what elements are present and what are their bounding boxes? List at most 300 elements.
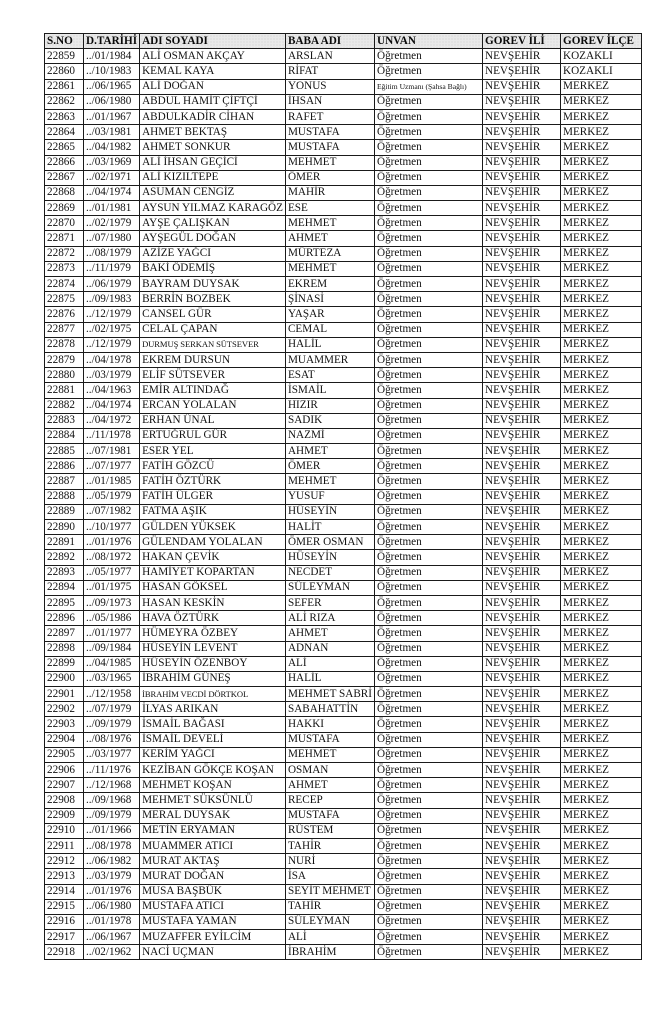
cell-duty-province: NEVŞEHİR [483,838,561,853]
cell-title: Öğretmen [375,687,483,702]
cell-sno: 22864 [45,125,84,140]
cell-duty-province: NEVŞEHİR [483,823,561,838]
cell-full-name: HASAN KESKİN [140,595,286,610]
cell-father-name: NAZMİ [285,428,374,443]
cell-title: Öğretmen [375,611,483,626]
cell-sno: 22867 [45,170,84,185]
cell-father-name: ŞİNASİ [285,292,374,307]
cell-sno: 22881 [45,383,84,398]
cell-full-name: FATİH ÜLGER [140,489,286,504]
cell-title: Öğretmen [375,550,483,565]
cell-title: Öğretmen [375,945,483,960]
cell-duty-district: MERKEZ [561,170,642,185]
cell-title: Öğretmen [375,246,483,261]
cell-duty-province: NEVŞEHİR [483,292,561,307]
cell-father-name: HIZIR [285,398,374,413]
cell-father-name: ALİ [285,930,374,945]
table-row [45,778,642,793]
cell-duty-district: MERKEZ [561,747,642,762]
table-row [45,49,642,64]
cell-father-name: MEHMET [285,474,374,489]
cell-duty-district: MERKEZ [561,945,642,960]
cell-sno: 22875 [45,292,84,307]
cell-duty-province: NEVŞEHİR [483,231,561,246]
table-row [45,869,642,884]
cell-duty-district: MERKEZ [561,489,642,504]
cell-birth-date: ../06/1979 [84,277,140,292]
cell-birth-date: ../10/1983 [84,64,140,79]
cell-duty-district: MERKEZ [561,550,642,565]
cell-birth-date: ../02/1962 [84,945,140,960]
cell-full-name: EMİR ALTINDAĞ [140,383,286,398]
cell-duty-province: NEVŞEHİR [483,444,561,459]
cell-father-name: ÖMER OSMAN [285,535,374,550]
cell-father-name: ESAT [285,368,374,383]
cell-title: Eğitim Uzmanı (Şahsa Bağlı) [375,79,483,94]
cell-sno: 22897 [45,626,84,641]
cell-sno: 22878 [45,337,84,352]
cell-title: Öğretmen [375,459,483,474]
cell-title: Öğretmen [375,337,483,352]
cell-title: Öğretmen [375,201,483,216]
cell-birth-date: ../06/1980 [84,899,140,914]
cell-title: Öğretmen [375,717,483,732]
cell-father-name: SÜLEYMAN [285,580,374,595]
cell-duty-district: MERKEZ [561,838,642,853]
cell-full-name: MERAL DUYSAK [140,808,286,823]
cell-title: Öğretmen [375,185,483,200]
cell-birth-date: ../12/1979 [84,307,140,322]
cell-father-name: HÜSEYİN [285,504,374,519]
cell-title: Öğretmen [375,702,483,717]
cell-duty-province: NEVŞEHİR [483,945,561,960]
cell-duty-province: NEVŞEHİR [483,793,561,808]
cell-birth-date: ../01/1985 [84,474,140,489]
cell-father-name: HALİL [285,671,374,686]
cell-title: Öğretmen [375,428,483,443]
cell-sno: 22894 [45,580,84,595]
table-row [45,595,642,610]
cell-duty-district: MERKEZ [561,216,642,231]
cell-duty-province: NEVŞEHİR [483,459,561,474]
table-row [45,474,642,489]
cell-father-name: HALİT [285,520,374,535]
cell-full-name: KERİM YAĞCI [140,747,286,762]
table-row [45,641,642,656]
cell-duty-district: MERKEZ [561,474,642,489]
cell-father-name: ARSLAN [285,49,374,64]
table-row [45,398,642,413]
table-row [45,307,642,322]
cell-birth-date: ../01/1967 [84,109,140,124]
table-row [45,611,642,626]
cell-duty-province: NEVŞEHİR [483,854,561,869]
cell-sno: 22898 [45,641,84,656]
cell-duty-province: NEVŞEHİR [483,337,561,352]
cell-full-name: AYSUN YILMAZ KARAGÖZ [140,201,286,216]
cell-duty-province: NEVŞEHİR [483,884,561,899]
cell-duty-province: NEVŞEHİR [483,368,561,383]
table-row [45,368,642,383]
cell-title: Öğretmen [375,216,483,231]
table-row [45,459,642,474]
cell-duty-district: MERKEZ [561,140,642,155]
cell-father-name: SADIK [285,413,374,428]
cell-duty-province: NEVŞEHİR [483,595,561,610]
cell-duty-province: NEVŞEHİR [483,201,561,216]
cell-father-name: AHMET [285,231,374,246]
cell-full-name: ALİ İHSAN GEÇİCİ [140,155,286,170]
cell-duty-district: MERKEZ [561,155,642,170]
cell-duty-district: MERKEZ [561,322,642,337]
cell-duty-district: MERKEZ [561,352,642,367]
table-row [45,884,642,899]
table-row [45,535,642,550]
cell-duty-district: MERKEZ [561,261,642,276]
table-row [45,732,642,747]
cell-duty-province: NEVŞEHİR [483,565,561,580]
cell-birth-date: ../01/1978 [84,914,140,929]
cell-duty-district: MERKEZ [561,565,642,580]
table-row [45,231,642,246]
cell-full-name: ESER YEL [140,444,286,459]
cell-father-name: TAHİR [285,899,374,914]
cell-duty-province: NEVŞEHİR [483,383,561,398]
cell-father-name: SEFER [285,595,374,610]
cell-sno: 22892 [45,550,84,565]
cell-full-name: MUSTAFA YAMAN [140,914,286,929]
cell-sno: 22877 [45,322,84,337]
table-row [45,337,642,352]
cell-title: Öğretmen [375,565,483,580]
cell-duty-district: MERKEZ [561,292,642,307]
cell-sno: 22903 [45,717,84,732]
cell-duty-district: MERKEZ [561,626,642,641]
cell-full-name: EKREM DURSUN [140,352,286,367]
cell-title: Öğretmen [375,231,483,246]
cell-duty-district: MERKEZ [561,854,642,869]
table-row [45,428,642,443]
cell-full-name: BAKİ ÖDEMİŞ [140,261,286,276]
cell-title: Öğretmen [375,140,483,155]
cell-full-name: DURMUŞ SERKAN SÜTSEVER [140,337,286,352]
cell-title: Öğretmen [375,930,483,945]
cell-sno: 22882 [45,398,84,413]
cell-birth-date: ../09/1979 [84,808,140,823]
cell-duty-province: NEVŞEHİR [483,535,561,550]
cell-birth-date: ../06/1967 [84,930,140,945]
table-row [45,930,642,945]
cell-birth-date: ../01/1975 [84,580,140,595]
cell-sno: 22904 [45,732,84,747]
cell-birth-date: ../07/1981 [84,444,140,459]
cell-duty-province: NEVŞEHİR [483,489,561,504]
table-row [45,383,642,398]
cell-birth-date: ../03/1979 [84,869,140,884]
cell-title: Öğretmen [375,261,483,276]
cell-title: Öğretmen [375,763,483,778]
cell-full-name: AYŞE ÇALIŞKAN [140,216,286,231]
cell-title: Öğretmen [375,671,483,686]
header-full-name: ADI SOYADI [140,34,286,49]
cell-duty-province: NEVŞEHİR [483,899,561,914]
cell-title: Öğretmen [375,747,483,762]
cell-sno: 22871 [45,231,84,246]
table-row [45,580,642,595]
cell-duty-province: NEVŞEHİR [483,717,561,732]
cell-duty-province: NEVŞEHİR [483,914,561,929]
cell-birth-date: ../03/1965 [84,671,140,686]
cell-sno: 22865 [45,140,84,155]
cell-father-name: İSMAİL [285,383,374,398]
cell-duty-province: NEVŞEHİR [483,550,561,565]
cell-full-name: MUSA BAŞBÜK [140,884,286,899]
cell-father-name: ALİ [285,656,374,671]
cell-sno: 22902 [45,702,84,717]
cell-birth-date: ../01/1981 [84,201,140,216]
cell-title: Öğretmen [375,520,483,535]
cell-birth-date: ../04/1974 [84,398,140,413]
cell-duty-district: MERKEZ [561,671,642,686]
cell-title: Öğretmen [375,292,483,307]
cell-title: Öğretmen [375,504,483,519]
cell-sno: 22901 [45,687,84,702]
cell-birth-date: ../05/1979 [84,489,140,504]
cell-birth-date: ../12/1979 [84,337,140,352]
cell-birth-date: ../10/1977 [84,520,140,535]
cell-birth-date: ../03/1969 [84,155,140,170]
cell-father-name: ÖMER [285,459,374,474]
cell-duty-district: MERKEZ [561,428,642,443]
cell-sno: 22888 [45,489,84,504]
cell-full-name: HAKAN ÇEVİK [140,550,286,565]
cell-duty-district: MERKEZ [561,641,642,656]
cell-birth-date: ../05/1977 [84,565,140,580]
cell-duty-district: MERKEZ [561,277,642,292]
table-row [45,520,642,535]
table-row [45,125,642,140]
cell-sno: 22914 [45,884,84,899]
cell-duty-district: MERKEZ [561,717,642,732]
cell-sno: 22893 [45,565,84,580]
personnel-table [44,33,642,960]
table-row [45,170,642,185]
header-duty-province: GOREV İLİ [483,34,561,49]
cell-title: Öğretmen [375,793,483,808]
cell-title: Öğretmen [375,322,483,337]
cell-title: Öğretmen [375,580,483,595]
cell-full-name: AHMET BEKTAŞ [140,125,286,140]
cell-father-name: EKREM [285,277,374,292]
cell-sno: 22907 [45,778,84,793]
cell-father-name: HAKKI [285,717,374,732]
cell-father-name: İBRAHİM [285,945,374,960]
cell-father-name: AHMET [285,444,374,459]
cell-full-name: BAYRAM DUYSAK [140,277,286,292]
cell-duty-province: NEVŞEHİR [483,307,561,322]
cell-title: Öğretmen [375,626,483,641]
cell-duty-district: MERKEZ [561,808,642,823]
cell-duty-province: NEVŞEHİR [483,687,561,702]
cell-birth-date: ../07/1977 [84,459,140,474]
cell-sno: 22910 [45,823,84,838]
cell-full-name: ALİ OSMAN AKÇAY [140,49,286,64]
cell-sno: 22872 [45,246,84,261]
cell-title: Öğretmen [375,778,483,793]
cell-father-name: NURİ [285,854,374,869]
table-row [45,79,642,94]
cell-duty-district: MERKEZ [561,368,642,383]
cell-full-name: HASAN GÖKSEL [140,580,286,595]
table-row [45,444,642,459]
cell-father-name: RECEP [285,793,374,808]
cell-full-name: FATİH ÖZTÜRK [140,474,286,489]
cell-title: Öğretmen [375,823,483,838]
cell-birth-date: ../05/1986 [84,611,140,626]
cell-duty-district: MERKEZ [561,246,642,261]
cell-sno: 22909 [45,808,84,823]
cell-duty-province: NEVŞEHİR [483,398,561,413]
cell-birth-date: ../03/1979 [84,368,140,383]
cell-full-name: İLYAS ARIKAN [140,702,286,717]
cell-father-name: ÖMER [285,170,374,185]
table-row [45,155,642,170]
cell-duty-province: NEVŞEHİR [483,580,561,595]
cell-duty-district: MERKEZ [561,763,642,778]
cell-title: Öğretmen [375,398,483,413]
cell-full-name: GÜLENDAM YOLALAN [140,535,286,550]
cell-sno: 22863 [45,109,84,124]
cell-full-name: FATMA AŞIK [140,504,286,519]
cell-duty-province: NEVŞEHİR [483,125,561,140]
cell-duty-province: NEVŞEHİR [483,702,561,717]
cell-birth-date: ../01/1976 [84,884,140,899]
cell-father-name: YONUS [285,79,374,94]
cell-title: Öğretmen [375,914,483,929]
table-row [45,763,642,778]
cell-full-name: HÜSEYİN ÖZENBOY [140,656,286,671]
cell-full-name: İBRAHİM GÜNEŞ [140,671,286,686]
cell-duty-district: MERKEZ [561,687,642,702]
cell-duty-province: NEVŞEHİR [483,79,561,94]
cell-duty-province: NEVŞEHİR [483,140,561,155]
cell-full-name: ERCAN YOLALAN [140,398,286,413]
cell-sno: 22868 [45,185,84,200]
cell-full-name: HAVA ÖZTÜRK [140,611,286,626]
cell-full-name: ALİ DOĞAN [140,79,286,94]
cell-father-name: SEYİT MEHMET [285,884,374,899]
cell-birth-date: ../02/1975 [84,322,140,337]
cell-full-name: BERRİN BOZBEK [140,292,286,307]
cell-title: Öğretmen [375,170,483,185]
cell-full-name: MURAT AKTAŞ [140,854,286,869]
cell-duty-province: NEVŞEHİR [483,747,561,762]
cell-birth-date: ../09/1984 [84,641,140,656]
cell-duty-district: MERKEZ [561,185,642,200]
cell-birth-date: ../12/1968 [84,778,140,793]
cell-sno: 22918 [45,945,84,960]
cell-birth-date: ../04/1982 [84,140,140,155]
cell-title: Öğretmen [375,307,483,322]
cell-birth-date: ../08/1972 [84,550,140,565]
cell-title: Öğretmen [375,641,483,656]
cell-father-name: ALİ RIZA [285,611,374,626]
table-row [45,793,642,808]
cell-duty-province: NEVŞEHİR [483,626,561,641]
cell-father-name: AHMET [285,778,374,793]
cell-duty-district: MERKEZ [561,595,642,610]
cell-sno: 22908 [45,793,84,808]
cell-full-name: CELAL ÇAPAN [140,322,286,337]
cell-father-name: MUSTAFA [285,732,374,747]
cell-duty-province: NEVŞEHİR [483,671,561,686]
cell-father-name: MUSTAFA [285,140,374,155]
table-row [45,626,642,641]
table-row [45,322,642,337]
table-row [45,140,642,155]
cell-birth-date: ../09/1979 [84,717,140,732]
table-row [45,838,642,853]
cell-title: Öğretmen [375,413,483,428]
cell-birth-date: ../04/1978 [84,352,140,367]
cell-duty-district: MERKEZ [561,109,642,124]
cell-father-name: SÜLEYMAN [285,914,374,929]
cell-birth-date: ../04/1985 [84,656,140,671]
cell-full-name: ERTUĞRUL GÜR [140,428,286,443]
cell-sno: 22899 [45,656,84,671]
cell-sno: 22866 [45,155,84,170]
cell-sno: 22916 [45,914,84,929]
header-father-name: BABA ADI [285,34,374,49]
cell-duty-district: KOZAKLI [561,49,642,64]
cell-duty-district: MERKEZ [561,413,642,428]
cell-title: Öğretmen [375,474,483,489]
cell-full-name: AYŞEGÜL DOĞAN [140,231,286,246]
cell-duty-district: MERKEZ [561,504,642,519]
cell-full-name: FATİH GÖZCÜ [140,459,286,474]
cell-title: Öğretmen [375,94,483,109]
cell-father-name: İSA [285,869,374,884]
table-row [45,292,642,307]
cell-title: Öğretmen [375,352,483,367]
table-row [45,216,642,231]
table-row [45,914,642,929]
cell-duty-district: MERKEZ [561,930,642,945]
cell-title: Öğretmen [375,368,483,383]
cell-birth-date: ../06/1980 [84,94,140,109]
cell-duty-district: MERKEZ [561,884,642,899]
cell-duty-province: NEVŞEHİR [483,732,561,747]
cell-duty-district: MERKEZ [561,899,642,914]
cell-father-name: MUSTAFA [285,125,374,140]
cell-sno: 22905 [45,747,84,762]
cell-title: Öğretmen [375,444,483,459]
cell-birth-date: ../11/1976 [84,763,140,778]
cell-duty-province: NEVŞEHİR [483,428,561,443]
cell-duty-province: NEVŞEHİR [483,808,561,823]
cell-birth-date: ../08/1979 [84,246,140,261]
cell-birth-date: ../09/1973 [84,595,140,610]
cell-duty-province: NEVŞEHİR [483,155,561,170]
cell-full-name: ABDULKADİR CİHAN [140,109,286,124]
cell-sno: 22861 [45,79,84,94]
cell-father-name: MEHMET [285,747,374,762]
cell-birth-date: ../04/1972 [84,413,140,428]
cell-father-name: ADNAN [285,641,374,656]
cell-birth-date: ../06/1965 [84,79,140,94]
cell-full-name: HAMİYET KOPARTAN [140,565,286,580]
table-row [45,687,642,702]
